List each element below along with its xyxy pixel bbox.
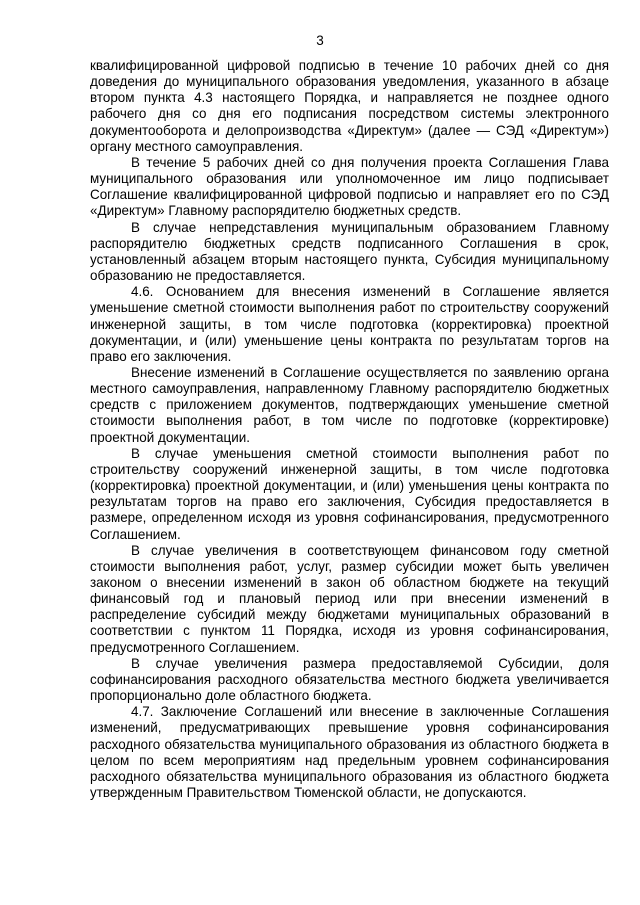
paragraph: В случае увеличения размера предоставляемой Субсидии, доля софинансирования расходного обязательства местного бюджета увеличивается пропорционально доле областного бюджета. [90, 655, 609, 704]
document-body [90, 58, 609, 801]
paragraph: В случае непредставления муниципальным образованием Главному распорядителю бюджетных средств подписанного Соглашения в срок, установленный абзацем вторым настоящего пункта, Субсидия муниципальному образованию не предоставляется. [90, 219, 609, 284]
paragraph: В течение 5 рабочих дней со дня получения проекта Соглашения Глава муниципального образования или уполномоченное им лицо подписывает Соглашение квалифицированной цифровой подписью и направляет его по СЭД «Директум» Главному распорядителю бюджетных средств. [90, 154, 609, 219]
paragraph-section-4-6: 4.6. Основанием для внесения изменений в Соглашение является уменьшение сметной стоимости выполнения работ по строительству сооружений инженерной защиты, в том числе подготовка (корректировка) проектной документации, и (или) уменьшение цены контракта по результатам торгов на право его заключения. [90, 284, 609, 364]
paragraph: Внесение изменений в Соглашение осуществляется по заявлению органа местного самоуправления, направленному Главному распорядителю бюджетных средств с приложением документов, подтверждающих уменьшение сметной стоимости выполнения работ, в том числе по подготовке (корректировке) проектной документации. [90, 364, 609, 445]
paragraph-continuation: квалифицированной цифровой подписью в течение 10 рабочих дней со дня доведения до муниципального образования уведомления, указанного в абзаце втором пункта 4.3 настоящего Порядка, и направляется не позднее одного рабочего дня со дня его подписания посредством системы электронного документооборота и делопроизводства «Директум» (далее — СЭД «Директум») органу местного самоуправления. [90, 58, 609, 154]
page-number: 3 [316, 33, 324, 48]
paragraph: В случае увеличения в соответствующем финансовом году сметной стоимости выполнения работ, услуг, размер субсидии может быть увеличен законом о внесении изменений в закон об областном бюджете на текущий финансовый год и плановый период или при внесении изменений в распределение субсидий между бюджетами муниципальных образований в соответствии с пунктом 11 Порядка, исходя из уровня софинансирования, предусмотренного Соглашением. [90, 542, 609, 655]
paragraph-section-4-7: 4.7. Заключение Соглашений или внесение в заключенные Соглашения изменений, предусматривающих превышение уровня софинансирования расходного обязательства муниципального образования из областного бюджета в целом по всем мероприятиям над предельным уровнем софинансирования расходного обязательства муниципального образования из областного бюджета утвержденным Правительством Тюменской области, не допускаются. [90, 704, 609, 801]
paragraph: В случае уменьшения сметной стоимости выполнения работ по строительству сооружений инженерной защиты, в том числе подготовка (корректировка) проектной документации, и (или) уменьшения цены контракта по результатам торгов на право его заключения, Субсидия предоставляется в размере, определенном исходя из уровня софинансирования, предусмотренного Соглашением. [90, 445, 609, 542]
